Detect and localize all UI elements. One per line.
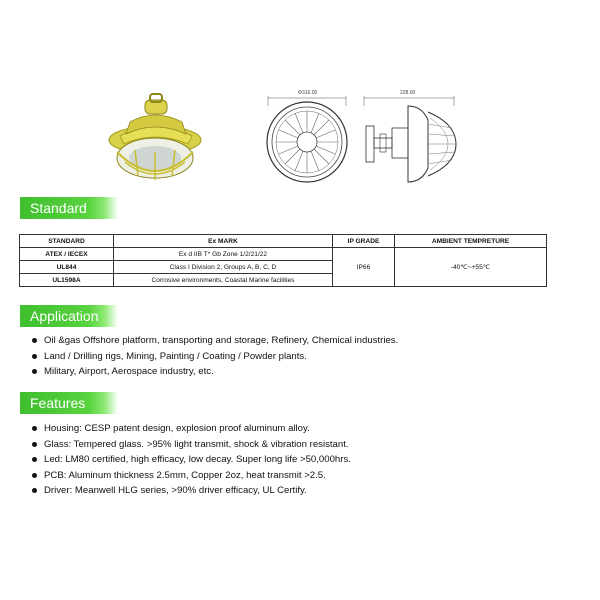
front-view-drawing bbox=[262, 90, 352, 190]
list-item: Driver: Meanwell HLG series, >90% driver efficacy, UL Certify. bbox=[32, 483, 351, 499]
standard-cell: UL844 bbox=[20, 261, 114, 274]
list-item: Housing: CESP patent design, explosion proof aluminum alloy. bbox=[32, 421, 351, 437]
application-section-header: Application bbox=[20, 305, 118, 327]
list-item: Land / Drilling rigs, Mining, Painting / Coating / Powder plants. bbox=[32, 349, 398, 365]
ex-mark-cell: Ex d IIB T* Gb Zone 1/2/21/22 bbox=[114, 248, 333, 261]
header-ex-mark: Ex MARK bbox=[114, 235, 333, 248]
standard-table bbox=[19, 234, 547, 287]
list-item: PCB: Aluminum thickness 2.5mm, Copper 2oz, heat transmit >2.5. bbox=[32, 468, 351, 484]
standard-section-header: Standard bbox=[20, 197, 118, 219]
header-ip-grade: IP GRADE bbox=[333, 235, 395, 248]
list-item: Military, Airport, Aerospace industry, etc. bbox=[32, 364, 398, 380]
application-list bbox=[32, 333, 398, 380]
ambient-temperature-cell: -40℃~+55℃ bbox=[395, 248, 547, 287]
table-row bbox=[20, 248, 547, 261]
ip-grade-cell: IP66 bbox=[333, 248, 395, 287]
header-standard: STANDARD bbox=[20, 235, 114, 248]
standard-cell: ATEX / IECEX bbox=[20, 248, 114, 261]
list-item: Led: LM80 certified, high efficacy, low decay. Super long life >50,000hrs. bbox=[32, 452, 351, 468]
features-list bbox=[32, 421, 351, 499]
list-item: Oil &gas Offshore platform, transporting and storage, Refinery, Chemical industries. bbox=[32, 333, 398, 349]
product-image bbox=[100, 92, 215, 192]
front-dimension-label: Φ316.00 bbox=[298, 90, 318, 96]
side-dimension-label: 228.00 bbox=[400, 90, 416, 96]
side-view-drawing bbox=[360, 90, 460, 190]
ex-mark-cell: Corrosive environments, Coastal Marine facilities bbox=[114, 274, 333, 287]
ex-mark-cell: Class I Division 2, Groups A, B, C, D bbox=[114, 261, 333, 274]
table-header-row bbox=[20, 235, 547, 248]
header-ambient-temperature: AMBIENT TEMPRETURE bbox=[395, 235, 547, 248]
features-section-header: Features bbox=[20, 392, 118, 414]
standard-cell: UL1598A bbox=[20, 274, 114, 287]
list-item: Glass: Tempered glass. >95% light transmit, shock & vibration resistant. bbox=[32, 437, 351, 453]
